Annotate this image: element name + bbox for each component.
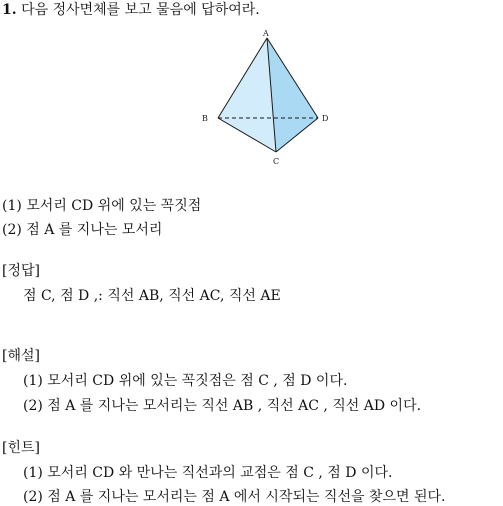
vertex-label-c: C [273,157,280,166]
vertex-label-d: D [322,114,329,123]
answer-heading: [정답] [2,263,40,279]
hint-line-2: (2) 점 A 를 지나는 모서리는 점 A 에서 시작되는 직선을 찾으면 된다. [23,489,446,505]
tetrahedron-figure [198,28,336,170]
hint-heading: [힌트] [2,440,40,456]
answer-text: 점 C, 점 D ,: 직선 AB, 직선 AC, 직선 AE [23,288,281,304]
explanation-line-2: (2) 점 A 를 지나는 모서리는 직선 AB , 직선 AC , 직선 AD 이다. [23,398,422,414]
vertex-label-b: B [202,114,208,123]
question-number: 1. [2,2,17,18]
explanation-heading: [해설] [2,348,40,364]
explanation-line-1: (1) 모서리 CD 위에 있는 꼭짓점은 점 C , 점 D 이다. [23,373,348,389]
hint-line-1: (1) 모서리 CD 와 만나는 직선과의 교점은 점 C , 점 D 이다. [23,465,393,481]
sub-question-2: (2) 점 A 를 지나는 모서리 [2,222,163,238]
sub-question-1: (1) 모서리 CD 위에 있는 꼭짓점 [2,198,202,214]
question-line [2,1,260,19]
vertex-label-a: A [263,29,269,38]
question-text: 다음 정사면체를 보고 물음에 답하여라. [21,2,260,18]
